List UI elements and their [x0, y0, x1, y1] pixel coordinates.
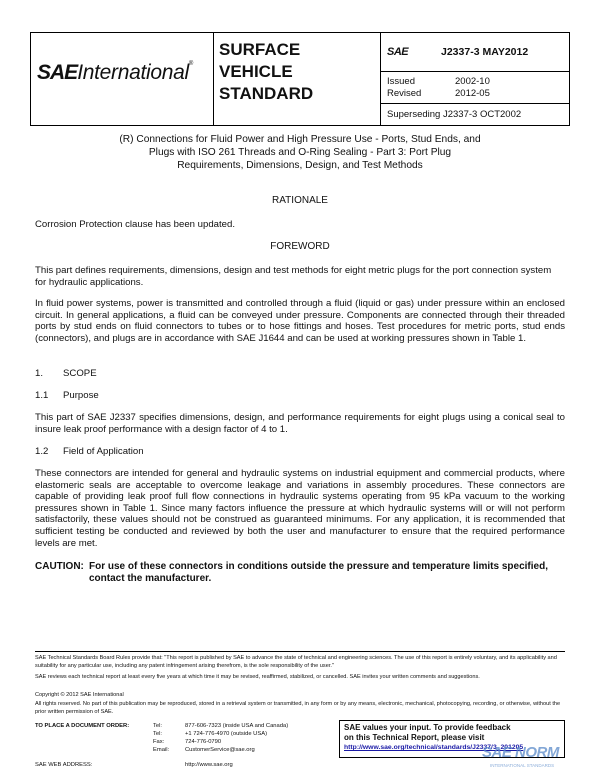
review-notice: SAE reviews each technical report at least every five years at which time it may be revised, reaffirmed, stabilized, or cancelled. SAE invites your written comments and suggestions. — [35, 674, 480, 680]
purpose-text: This part of SAE J2337 specifies dimensions, design, and performance requirements for eight plugs using a conical seal to insure leak proof performance with a design factor of 4 to 1. — [35, 412, 565, 435]
field-of-application-text: These connectors are intended for general and hydraulic systems on industrial equipment and commercial products, where elastomeric seals are acceptable to overcome leakage and variations in assembly procedures. These connectors are capable of providing leak proof full flow connections in hydraulic systems operating from 95 kPa vacuum to the working pressures shown in Table 1. Since many factors influence the pressure at which hydraulic systems will or will not perform satisfactorily, these values should not be construed as guaranteed minimums. For any application, it is recommended that sufficient testing be conducted and reviewed by both the user and manufacturer to ensure that the required performance levels are met. — [35, 468, 565, 549]
document-title: (R) Connections for Fluid Power and High Pressure Use - Ports, Stud Ends, and Plugs with ISO 261 Threads and O-Ring Sealing - Part 3: Port Plug Requirements, Dimensions, Design, and Test Methods — [119, 134, 481, 171]
foreword-paragraph-2: In fluid power systems, power is transmitted and controlled through a fluid (liquid or gas) under pressure within an enclosed circuit. In general applications, a fluid can be conveyed under pressure. Components are connected through their threaded ports by stud ends on fluid connectors to tubes or to hose fittings and hoses. Test procedures for metric ports, stud ends (connectors), and plugs are in accordance with SAE J1644 and can be used at working pressures shown in Table 1. — [35, 298, 565, 344]
board-rules-notice: SAE Technical Standards Board Rules provide that: "This report is published by SAE to advance the state of technical and engineering sciences. The use of this report is entirely voluntary, and its applicability and suitability for any particular use, including any patent infringement arising therefrom, is the sole responsibility of the user." — [35, 655, 557, 669]
foreword-paragraph-1-line-1: This part defines requirements, dimensions, design and test methods for eight metric plugs for the port connection system — [35, 265, 552, 276]
rationale-text: Corrosion Protection clause has been updated. — [35, 219, 235, 230]
footer-divider — [35, 651, 565, 652]
document-header-box — [30, 32, 570, 126]
rights-notice: All rights reserved. No part of this publication may be reproduced, stored in a retrieval system or transmitted, in any form or by any means, electronic, mechanical, photocopying, recording, or otherwise, without the prior written permission of SAE. — [35, 701, 561, 715]
watermark-subtitle: INTERNATIONAL STANDARDS — [490, 763, 555, 768]
sae-small-logo: SAE — [387, 46, 409, 58]
copyright-notice: Copyright © 2012 SAE International — [35, 692, 124, 698]
document-info-cell — [380, 33, 570, 125]
superseding-note: Superseding J2337-3 OCT2002 — [387, 109, 522, 120]
sae-international-logo: SAEInternational® — [37, 61, 194, 84]
sae-logo-cell — [31, 33, 214, 125]
foreword-heading: FOREWORD — [270, 241, 330, 252]
web-address-row: SAE WEB ADDRESS: http://www.sae.org — [35, 762, 233, 768]
web-address-link[interactable]: http://www.sae.org — [185, 762, 233, 768]
caution-text: For use of these connectors in conditions outside the pressure and temperature limits specified, contact the manufacturer. — [89, 561, 548, 584]
phone-inside-usa: 877-606-7323 (inside USA and Canada) — [185, 723, 289, 729]
section-scope-heading: 1. SCOPE — [35, 368, 97, 379]
caution-label: CAUTION: — [35, 561, 84, 572]
sae-norm-watermark: SAE NORM — [482, 744, 559, 761]
document-number: J2337-3 MAY2012 — [441, 46, 529, 58]
issue-dates: Issued 2002-10 Revised 2012-05 — [381, 72, 570, 104]
feedback-box: SAE values your input. To provide feedback on this Technical Report, please visit http://www.sae.org/technical/standards/J2337/3_201205 — [339, 720, 565, 758]
foreword-paragraph-1-line-2: for hydraulic applications. — [35, 277, 144, 288]
phone-outside-usa: +1 724-776-4970 (outside USA) — [185, 731, 268, 737]
rationale-heading: RATIONALE — [272, 195, 328, 206]
standard-type-title: SURFACE VEHICLE STANDARD — [219, 40, 314, 103]
section-field-of-application-heading: 1.2 Field of Application — [35, 446, 144, 457]
section-purpose-heading: 1.1 Purpose — [35, 390, 99, 401]
fax-number: 724-776-0790 — [185, 739, 222, 745]
email-address[interactable]: CustomerService@sae.org — [185, 747, 255, 753]
feedback-link[interactable]: http://www.sae.org/technical/standards/J2337/3_201205 — [344, 744, 524, 751]
